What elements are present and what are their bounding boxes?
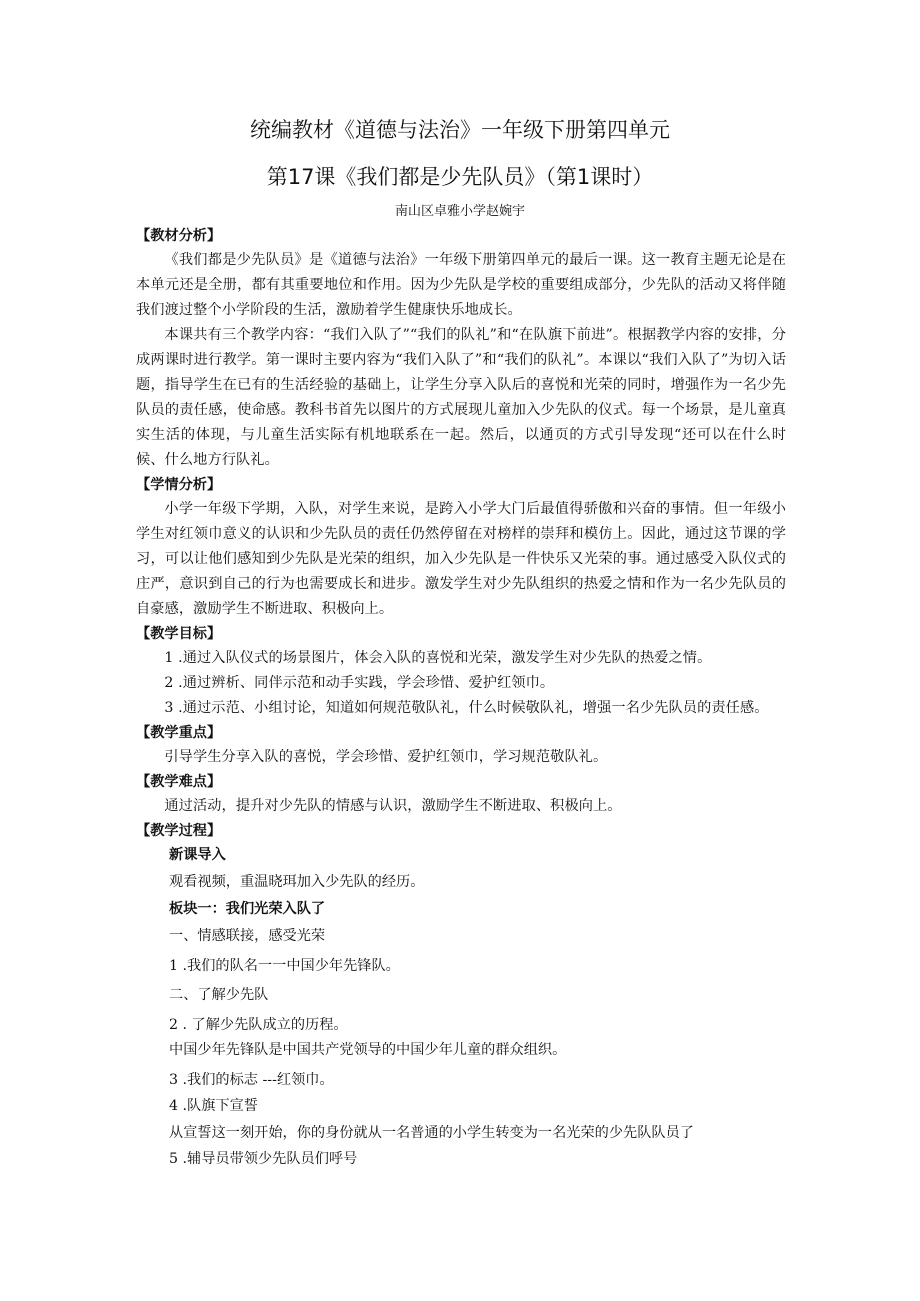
step-1-1: 1 .我们的队名一一中国少年先锋队。 xyxy=(169,958,400,974)
goal-item: 3 .通过示范、小组讨论，知道如何规范敬队礼，什么时候敬队礼，增强一名少先队员的责任感。 xyxy=(164,700,769,716)
step-2-5: 5 .辅导员带领少先队员们呼号 xyxy=(169,1151,358,1167)
section-heading-key: 【教学重点】 xyxy=(136,725,222,741)
students-paragraph: 小学一年级下学期，入队，对学生来说，是跨入小学大门后最值得骄傲和兴奋的事情。但一年级小学生对红领巾意义的认识和少先队员的责任仍然停留在对榜样的崇拜和模仿上。因此，通过这节课的学习，可以让他们感知到少先队是光荣的组织，加入少先队是一件快乐又光荣的事。通过感受入队仪式的庄严，意识到自己的行为也需要成长和进步。激发学生对少先队组织的热爱之情和作为一名少先队员的自豪感，激励学生不断进取、积极向上。 xyxy=(136,501,786,617)
subsection-2-title: 二、了解少先队 xyxy=(169,987,269,1003)
intro-text: 观看视频，重温晓珥加入少先队的经历。 xyxy=(169,874,425,890)
section-heading-students: 【学情分析】 xyxy=(136,477,222,493)
section-heading-analysis: 【教材分析】 xyxy=(136,228,222,244)
subsection-1-title: 一、情感联接，感受光荣 xyxy=(169,928,326,944)
step-2-3: 3 .我们的标志 ---红领巾。 xyxy=(169,1072,334,1088)
key-point-text: 引导学生分享入队的喜悦，学会珍惜、爱护红领巾，学习规范敬队礼。 xyxy=(164,749,608,765)
lesson-title: 第17课《我们都是少先队员》（第1课时） xyxy=(266,165,654,189)
section-heading-difficult: 【教学难点】 xyxy=(136,774,222,790)
section-heading-goals: 【教学目标】 xyxy=(136,626,222,642)
step-2-4: 4 .队旗下宣誓 xyxy=(169,1098,258,1114)
difficult-point-text: 通过活动，提升对少先队的情感与认识，激励学生不断进取、积极向上。 xyxy=(164,798,622,814)
analysis-paragraph-1: 《我们都是少先队员》是《道德与法治》一年级下册第四单元的最后一课。这一教育主题无论是在本单元还是全册，都有其重要地位和作用。因为少先队是学校的重要组成部分，少先队的活动又将伴随我们渡过整个小学阶段的生活，激励着学生健康快乐地成长。 xyxy=(136,252,786,318)
author-line: 南山区卓雅小学赵婉宇 xyxy=(394,204,525,219)
goal-item: 1 .通过入队仪式的场景图片，体会入队的喜悦和光荣，激发学生对少先队的热爱之情。 xyxy=(164,650,712,666)
analysis-paragraph-2: 本课共有三个教学内容：“我们入队了”“我们的队礼”和“在队旗下前进”。根据教学内容的安排，分成两课时进行教学。第一课时主要内容为“我们入队了”和“我们的队礼”。本课以“我们入队了”为切入话题，指导学生在已有的生活经验的基础上，让学生分享入队后的喜悦和光荣的同时，增强作为一名少先队员的责任感，使命感。教科书首先以图片的方式展现儿童加入少先队的仪式。每一个场景，是儿童真实生活的体现，与儿童生活实际有机地联系在一起。然后，以通页的方式引导发现“还可以在什么时候、什么地方行队礼。 xyxy=(136,327,786,468)
step-2-2-text: 中国少年先锋队是中国共产党领导的中国少年儿童的群众组织。 xyxy=(169,1042,567,1058)
document-title: 统编教材《道德与法治》一年级下册第四单元 xyxy=(250,118,670,142)
section-heading-process: 【教学过程】 xyxy=(136,823,222,839)
step-2-4-text: 从宣誓这一刻开始，你的身份就从一名普通的小学生转变为一名光荣的少先队队员了 xyxy=(169,1125,694,1141)
block1-title: 板块一：我们光荣入队了 xyxy=(169,901,326,917)
step-2-2: 2 . 了解少先队成立的历程。 xyxy=(169,1017,348,1033)
goal-item: 2 .通过辨析、同伴示范和动手实践，学会珍惜、爱护红领巾。 xyxy=(164,675,555,691)
intro-title: 新课导入 xyxy=(169,847,226,863)
document-body xyxy=(136,224,786,1172)
